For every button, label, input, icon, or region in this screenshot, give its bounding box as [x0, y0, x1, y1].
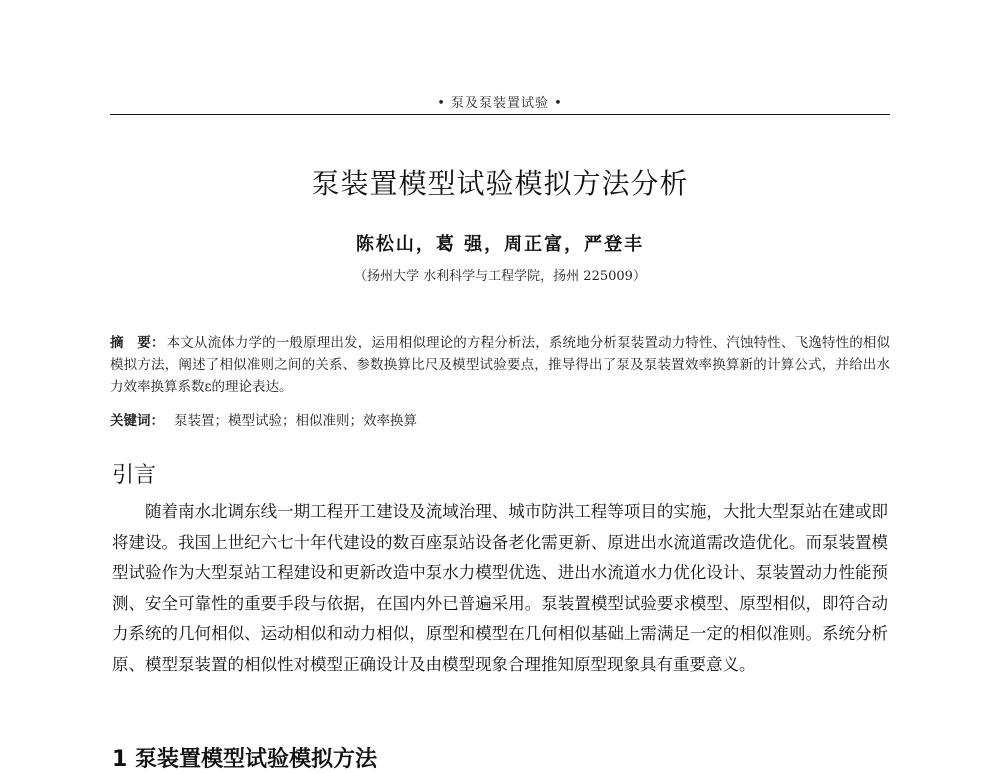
header-rule [110, 114, 890, 115]
authors: 陈松山，葛 强，周正富，严登丰 [355, 234, 645, 255]
abstract-text: 本文从流体力学的一般原理出发，运用相似理论的方程分析法，系统地分析泵装置动力特性、汽蚀特性、飞逸特性的相似模拟方法，阐述了相似准则之间的关系、参数换算比尺及模型试验要点，推导得出了泵及泵装置效率换算新的计算公式，并给出水力效率换算系数ε的理论表达。 [110, 335, 891, 395]
section-1-heading: 1 泵装置模型试验模拟方法 [112, 747, 377, 772]
intro-paragraph: 随着南水北调东线一期工程开工建设及流域治理、城市防洪工程等项目的实施，大批大型泵站在建或即将建设。我国上世纪六七十年代建设的数百座泵站设备老化需更新、原进出水流道需改造优化。而泵装置模型试验作为大型泵站工程建设和更新改造中泵水力模型优选、进出水流道水力优化设计、泵装置动力性能预测、安全可靠性的重要手段与依据，在国内外已普遍采用。泵装置模型试验要求模型、原型相似，即符合动力系统的几何相似、运动相似和动力相似，原型和模型在几何相似基础上需满足一定的相似准则。系统分析原、模型泵装置的相似性对模型正确设计及由模型现象合理推知原型现象具有重要意义。 [112, 502, 888, 674]
running-header: • 泵及泵装置试验 • [437, 96, 563, 111]
intro-heading: 引言 [112, 463, 157, 488]
keywords-text: 泵装置；模型试验；相似准则；效率换算 [174, 413, 417, 429]
abstract-label: 摘 要： [110, 335, 165, 351]
paper-title: 泵装置模型试验模拟方法分析 [311, 167, 689, 200]
keywords-label: 关键词： [110, 413, 164, 429]
abstract [110, 332, 890, 398]
keywords [110, 410, 890, 432]
affiliation: （扬州大学 水利科学与工程学院，扬州 225009） [354, 269, 646, 284]
